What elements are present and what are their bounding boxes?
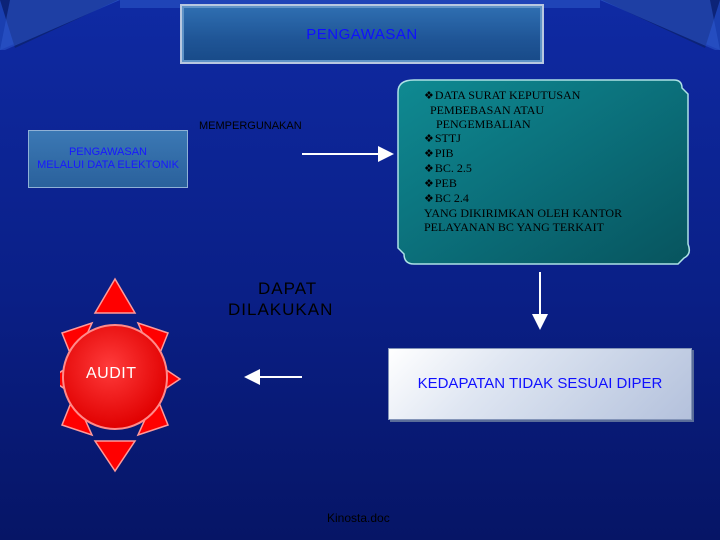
data-line: ❖PIB <box>424 146 454 160</box>
data-panel <box>396 78 694 266</box>
electronic-data-line1: PENGAWASAN <box>68 146 147 158</box>
footer-filename: Kinosta.doc <box>327 511 390 525</box>
dapat-line: DAPAT <box>258 279 318 298</box>
data-line: ❖BC 2.4 <box>424 191 469 205</box>
dapat-dilakukan-label <box>228 278 333 320</box>
data-line: ❖STTJ <box>424 131 461 145</box>
data-line: ❖PEB <box>424 176 457 190</box>
data-line: PELAYANAN BC YANG TERKAIT <box>424 220 604 234</box>
data-line: YANG DIKIRIMKAN OLEH KANTOR <box>424 206 623 220</box>
data-line: PEMBEBASAN ATAU <box>424 103 545 117</box>
data-line: ❖BC. 2.5 <box>424 161 472 175</box>
audit-label: AUDIT <box>86 365 137 382</box>
electronic-data-line2: MELALUI DATA ELEKTONIK <box>37 159 179 171</box>
arrow-label-mempergunakan: MEMPERGUNAKAN <box>199 120 302 132</box>
data-list <box>424 88 684 234</box>
data-line: PENGEMBALIAN <box>424 117 531 131</box>
data-line: ❖DATA SURAT KEPUTUSAN <box>424 88 581 102</box>
result-box <box>388 348 692 420</box>
result-text: KEDAPATAN TIDAK SESUAI DIPER <box>417 375 663 392</box>
page-title: PENGAWASAN <box>306 25 418 43</box>
dilakukan-line: DILAKUKAN <box>228 300 334 319</box>
